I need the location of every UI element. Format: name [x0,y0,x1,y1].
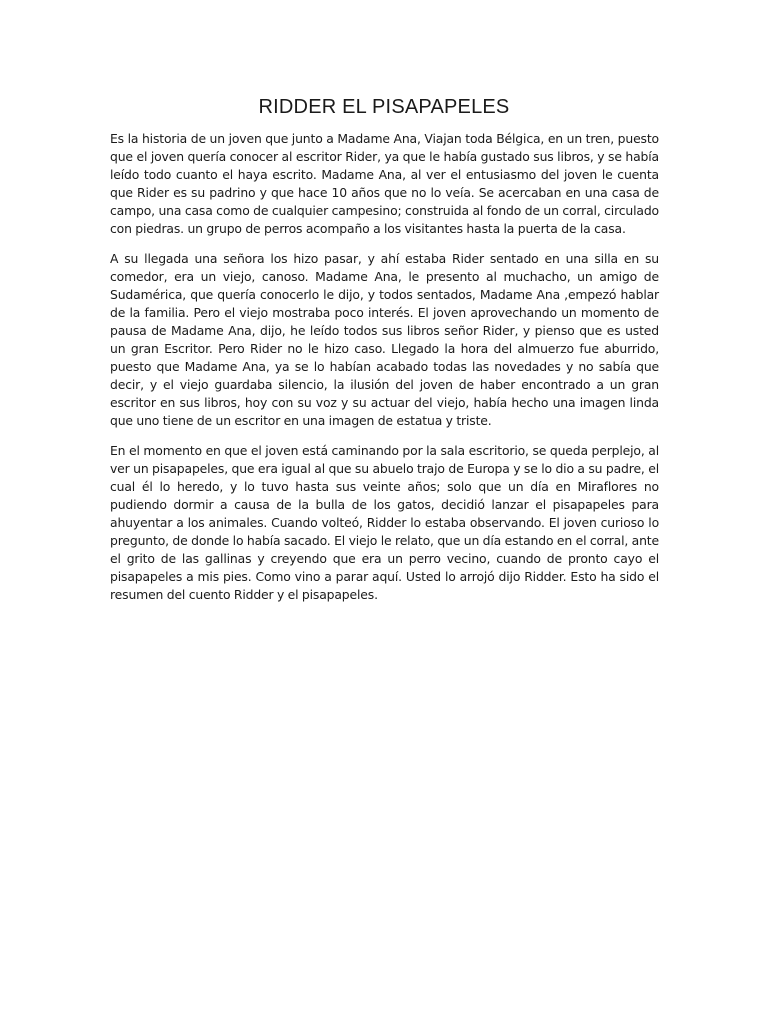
document-title: RIDDER EL PISAPAPELES [258,96,510,118]
paragraph-1: Es la historia de un joven que junto a Madame Ana, Viajan toda Bélgica, en un tren, puesto que el joven quería conocer al escritor Rider, ya que le había gustado sus libros, y se había leído todo cuanto el haya escrito. Madame Ana, al ver el entusiasmo del joven le cuenta que Rider es su padrino y que hace 10 años que no lo veía. Se acercaban en una casa de campo, una casa como de cualquier campesino; construida al fondo de un corral, circulado con piedras. un grupo de perros acompaño a los visitantes hasta la puerta de la casa. [110,131,659,237]
paragraph-3: En el momento en que el joven está caminando por la sala escritorio, se queda perplejo, al ver un pisapapeles, que era igual al que su abuelo trajo de Europa y se lo dio a su padre, el cual él lo heredo, y lo tuvo hasta sus veinte años; solo que un día en Miraflores no pudiendo dormir a causa de la bulla de los gatos, decidió lanzar el pisapapeles para ahuyentar a los animales. Cuando volteó, Ridder lo estaba observando. El joven curioso lo pregunto, de donde lo había sacado. El viejo le relato, que un día estando en el corral, ante el grito de las gallinas y creyendo que era un perro vecino, cuando de pronto cayo el pisapapeles a mis pies. Como vino a parar aquí. Usted lo arrojó dijo Ridder. Esto ha sido el resumen del cuento Ridder y el pisapapeles. [110,442,659,603]
document-body [110,130,659,615]
paragraph-2: A su llegada una señora los hizo pasar, y ahí estaba Rider sentado en una silla en su comedor, era un viejo, canoso. Madame Ana, le presento al muchacho, un amigo de Sudamérica, que quería conocerlo le dijo, y todos sentados, Madame Ana ,empezó hablar de la familia. Pero el viejo mostraba poco interés. El joven aprovechando un momento de pausa de Madame Ana, dijo, he leído todos sus libros señor Rider, y pienso que es usted un gran Escritor. Pero Rider no le hizo caso. Llegado la hora del almuerzo fue aburrido, puesto que Madame Ana, ya se lo habían acabado todas las novedades y no sabía que decir, y el viejo guardaba silencio, la ilusión del joven de haber encontrado a un gran escritor en sus libros, hoy con su voz y su actuar del viejo, había hecho una imagen linda que uno tiene de un escritor en una imagen de estatua y triste. [110,250,659,429]
